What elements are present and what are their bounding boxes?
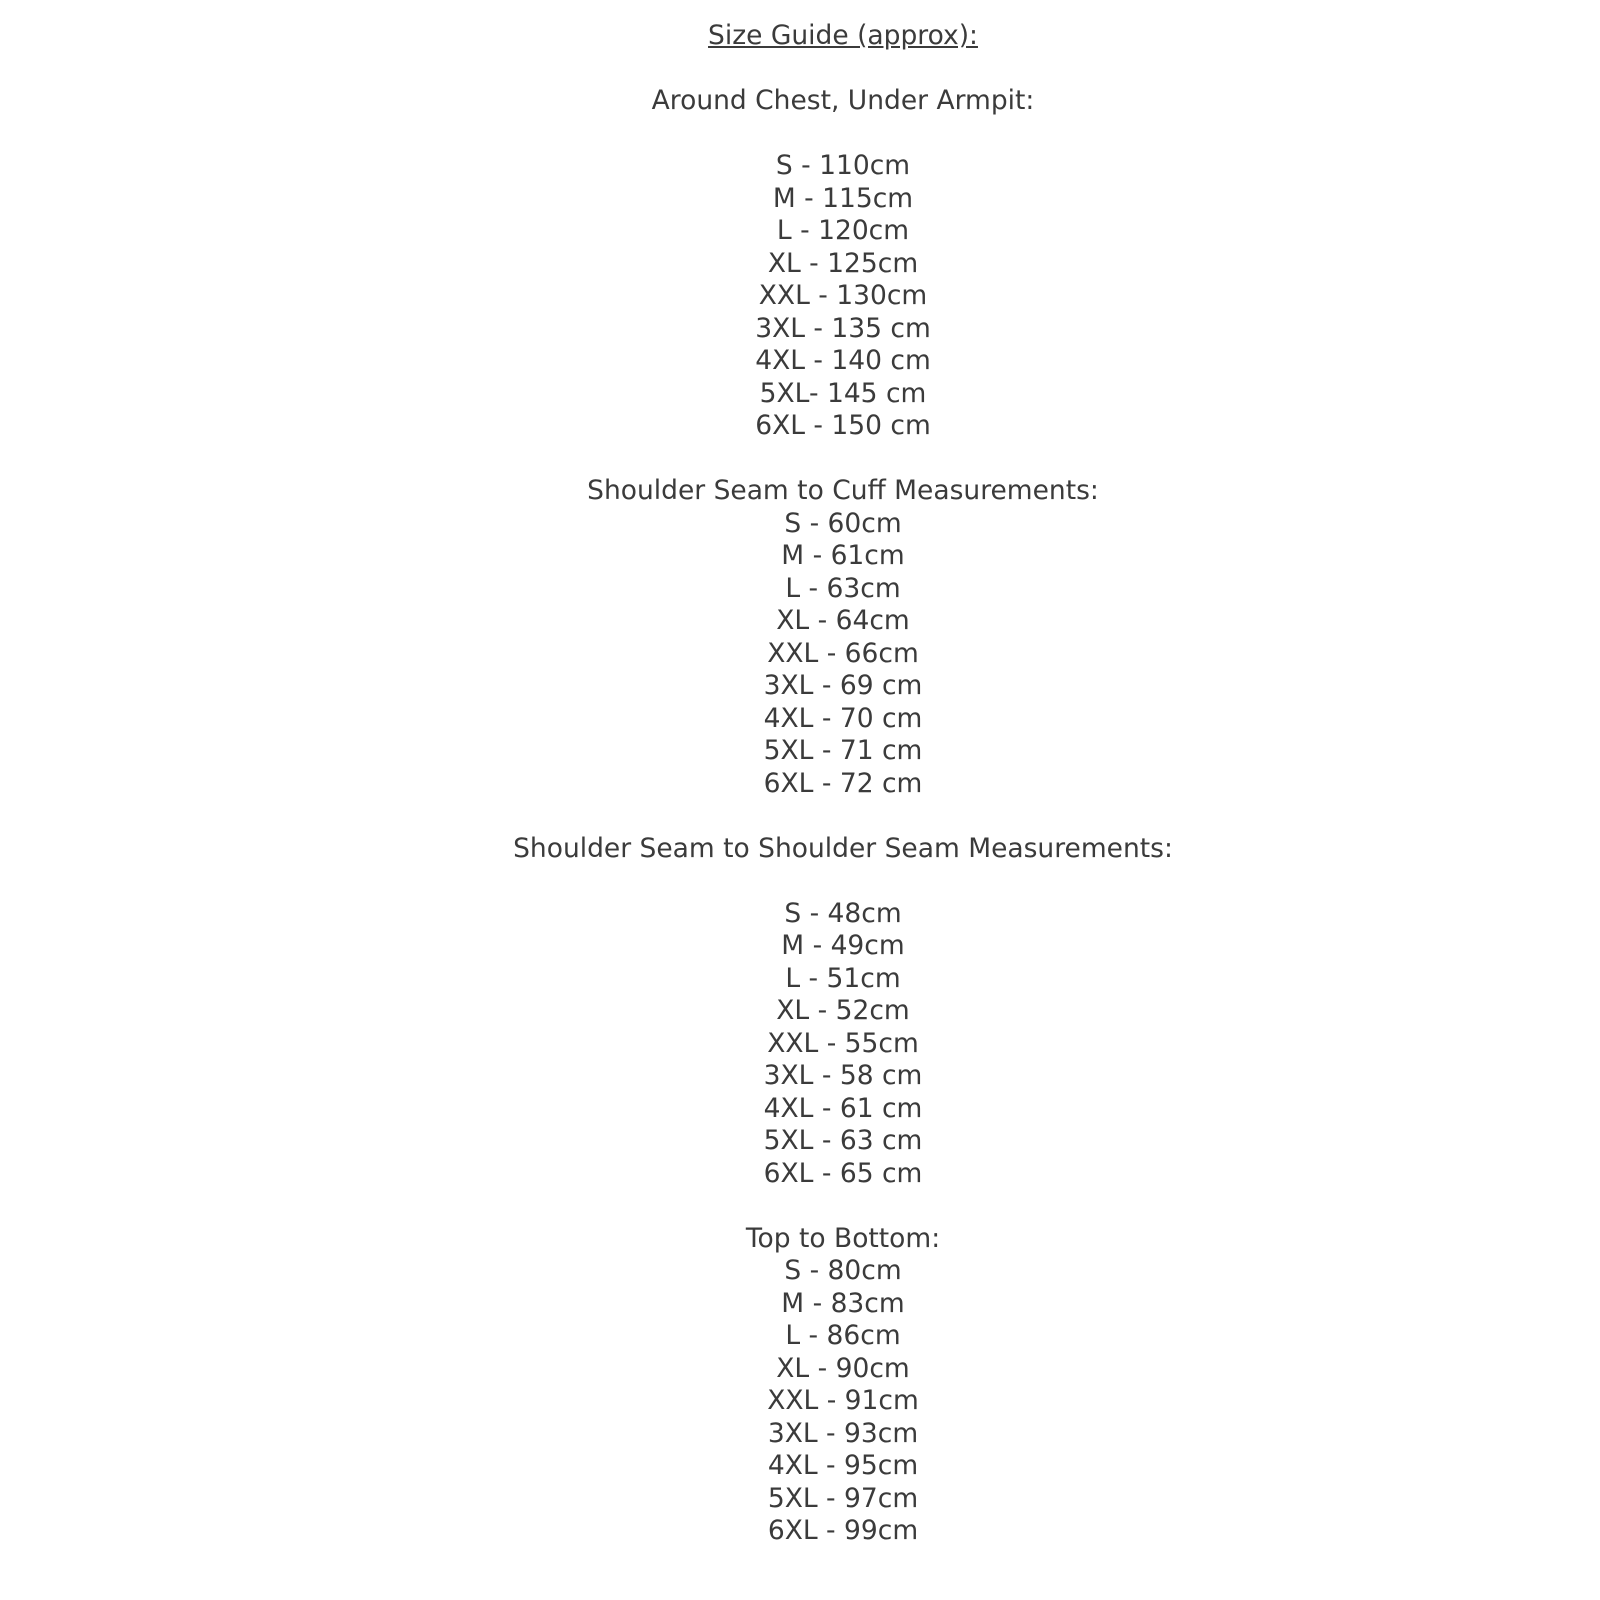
size-list-item: XXL - 66cm: [767, 637, 919, 669]
size-list-item: 4XL - 140 cm: [755, 345, 931, 376]
size-list-item: L - 51cm: [785, 962, 901, 994]
size-list-item: 5XL - 63 cm: [763, 1125, 923, 1156]
size-list-item: M - 83cm: [781, 1287, 905, 1319]
size-list-item: L - 120cm: [776, 215, 910, 246]
size-list-item: L - 63cm: [785, 572, 901, 604]
size-list-item: 6XL - 65 cm: [763, 1157, 923, 1189]
size-list-item: 4XL - 61 cm: [763, 1092, 923, 1124]
size-list-item: 5XL - 97cm: [767, 1482, 919, 1514]
size-list-item: XXL - 55cm: [767, 1027, 919, 1059]
size-list-item: 4XL - 70 cm: [763, 702, 923, 734]
size-list-item: L - 86cm: [785, 1320, 901, 1351]
size-list-item: M - 115cm: [772, 182, 914, 214]
size-list-item: XL - 52cm: [776, 995, 910, 1026]
size-list-item: M - 61cm: [781, 540, 905, 571]
size-list-item: S - 48cm: [784, 897, 902, 929]
size-list-item: 5XL- 145 cm: [759, 377, 927, 409]
size-list-item: M - 49cm: [781, 930, 905, 961]
section-heading: Shoulder Seam to Cuff Measurements:: [587, 475, 1099, 506]
size-section-0: [43, 85, 1600, 443]
size-list-item: XXL - 91cm: [767, 1385, 919, 1416]
section-heading: Top to Bottom:: [745, 1222, 941, 1254]
size-list: [43, 508, 1600, 801]
size-list-item: 3XL - 58 cm: [763, 1060, 923, 1091]
size-list-item: 3XL - 93cm: [767, 1417, 919, 1449]
size-list-item: XXL - 130cm: [758, 280, 928, 311]
size-list-item: S - 110cm: [775, 150, 911, 181]
size-section-1: [43, 475, 1600, 800]
size-list-item: 4XL - 95cm: [767, 1450, 919, 1481]
size-list: [43, 1255, 1600, 1548]
size-list-item: XL - 90cm: [776, 1352, 910, 1384]
size-list-item: 3XL - 135 cm: [755, 312, 931, 344]
size-section-2: [43, 833, 1600, 1191]
size-list-item: 6XL - 150 cm: [755, 410, 931, 441]
size-list-item: 5XL - 71 cm: [763, 735, 923, 766]
size-list-item: XL - 125cm: [767, 247, 919, 279]
size-list-item: S - 60cm: [784, 507, 902, 539]
size-guide-document: [43, 0, 1600, 1548]
size-list-item: 6XL - 99cm: [767, 1515, 919, 1546]
page-title: Size Guide (approx):: [708, 20, 978, 51]
section-heading: Shoulder Seam to Shoulder Seam Measurements:: [513, 832, 1173, 864]
size-list-item: 3XL - 69 cm: [763, 670, 923, 701]
size-list-item: 6XL - 72 cm: [763, 767, 923, 799]
sections-container: [43, 85, 1600, 1548]
size-list-item: S - 80cm: [784, 1255, 902, 1286]
section-heading: Around Chest, Under Armpit:: [651, 85, 1035, 116]
size-list: [43, 150, 1600, 443]
size-list-item: XL - 64cm: [776, 605, 910, 636]
size-section-3: [43, 1223, 1600, 1548]
size-list: [43, 898, 1600, 1191]
